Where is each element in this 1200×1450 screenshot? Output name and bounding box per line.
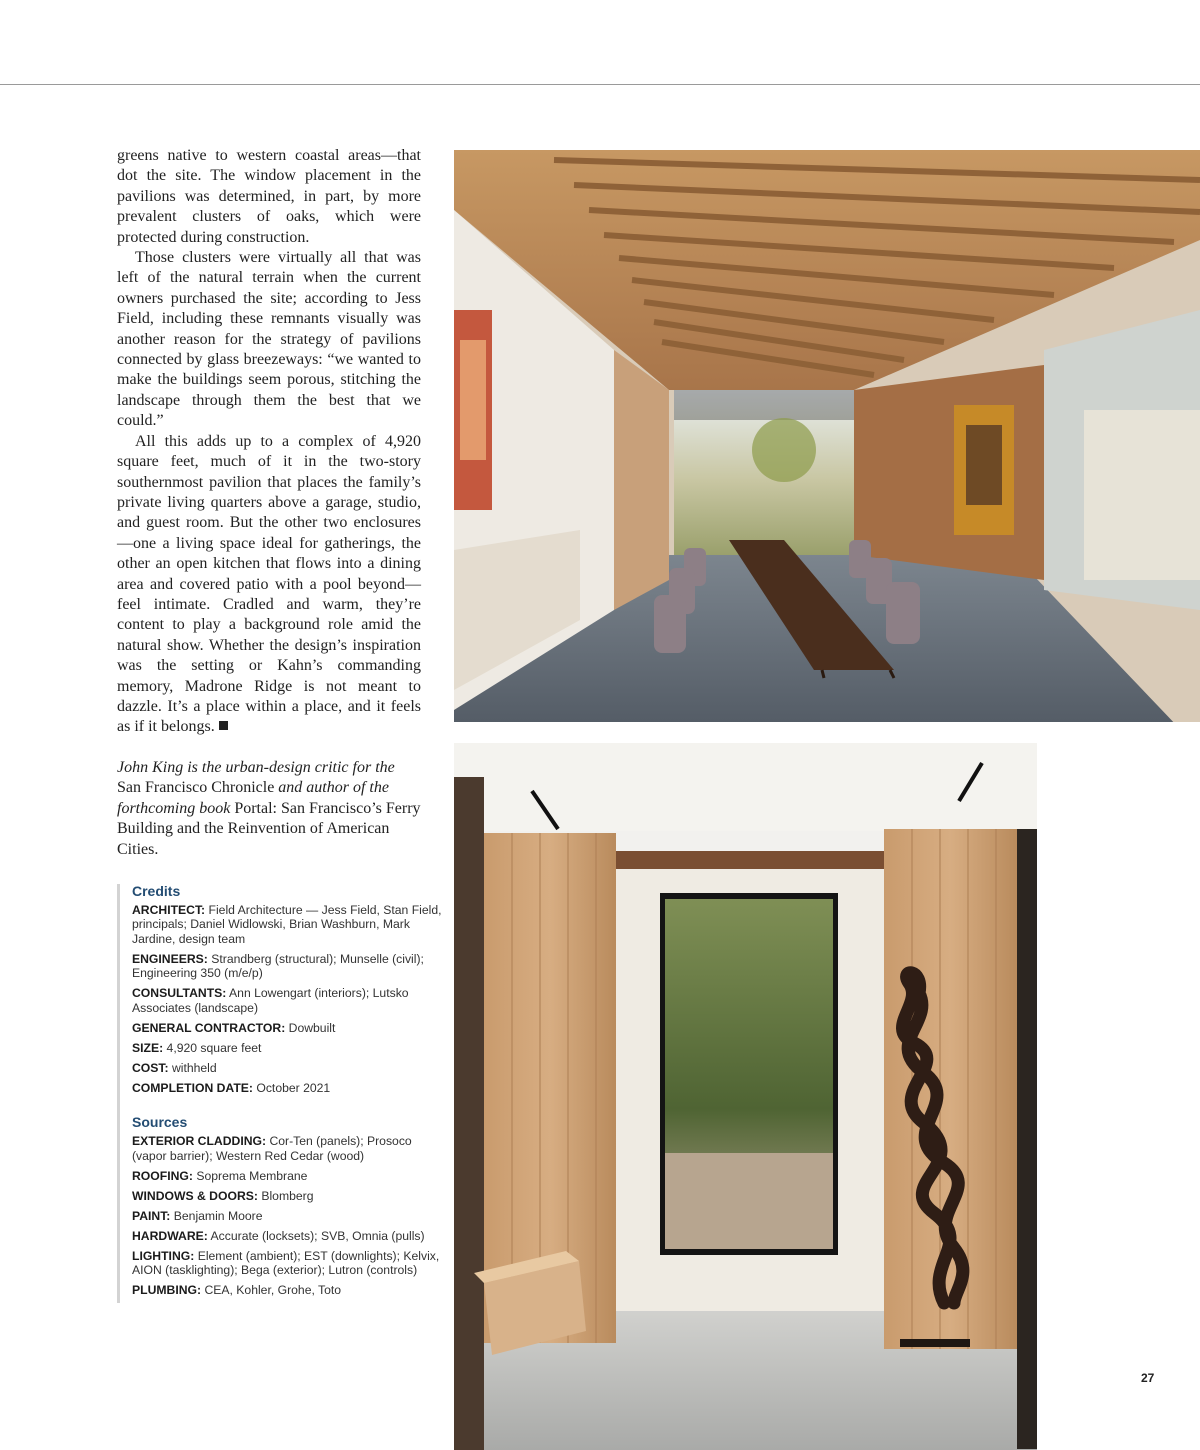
source-value: CEA, Kohler, Grohe, Toto [204,1283,342,1298]
page-number: 27 [1141,1371,1155,1385]
article-paragraph: greens native to western coastal areas—that dot the site. The window placement in the pavilions was determined, in part, by more prevalent clusters of oaks, which were protected during construction. [117,147,421,246]
article-body [117,146,421,738]
credit-entry [132,1061,447,1076]
source-label: PAINT: [132,1208,171,1223]
top-rule [0,84,1200,85]
source-entry [132,1134,447,1163]
credit-label: CONSULTANTS: [132,986,227,1001]
bio-text-1: John King is the urban-design critic for the [117,759,395,776]
bio-text-2: and author of the forthcoming book [117,779,389,817]
credit-value: withheld [171,1060,217,1075]
source-value: Benjamin Moore [173,1208,263,1223]
entry-hall-photo [454,743,1037,1450]
credits-heading: Credits [132,883,181,899]
source-entry [132,1229,447,1244]
source-label: LIGHTING: [132,1248,195,1263]
sources-heading: Sources [132,1114,188,1131]
credit-value: Field Architecture — Jess Field, Stan Field, principals; Daniel Widlowski, Brian Washburn, Mark Jardine, design team [132,902,442,946]
source-value: Blomberg [261,1188,314,1203]
source-entry [132,1283,447,1298]
credit-label: ENGINEERS: [132,951,208,966]
credit-value: October 2021 [256,1080,331,1095]
author-bio [117,758,421,860]
credit-entry [132,1041,447,1056]
credit-entry [132,986,447,1015]
article-paragraph-text: All this adds up to a complex of 4,920 square feet, much of it in the two-story southernmost pavilion that places the family’s private living quarters above a garage, studio, and guest room. But the other two enclosures—one a living space ideal for gatherings, the other an open kitchen that flows into a dining area and covered patio with a pool beyond—feel intimate. Cradled and warm, they’re content to play a background role amid the natural show. Whether the design’s inspiration was the setting or Kahn’s commanding memory, Madrone Ridge is not meant to dazzle. It’s a place within a place, and it feels as if it belongs. [117,432,421,736]
credit-label: GENERAL CONTRACTOR: [132,1020,286,1035]
credit-value: Ann Lowengart (interiors); Lutsko Associates (landscape) [132,986,409,1015]
bio-book-title: Portal: San Francisco’s Ferry Building and the Reinvention of American Cities. [117,799,421,858]
source-entry [132,1209,447,1224]
source-value: Accurate (locksets); SVB, Omnia (pulls) [210,1228,425,1243]
credit-entry [132,903,447,947]
dining-room-photo [454,150,1200,722]
bio-publication: San Francisco Chronicle [117,779,275,797]
source-label: WINDOWS & DOORS: [132,1188,258,1203]
credit-entry [132,952,447,981]
article-paragraph: Those clusters were virtually all that was left of the natural terrain when the current owners purchased the site; according to Jess Field, including these remnants visually was another reason for the strategy of pavilions connected by glass breezeways: “we wanted to make the buildings seem porous, stitching the landscape through them the best that we could.” [117,249,421,430]
credit-label: COMPLETION DATE: [132,1080,253,1095]
source-value: Element (ambient); EST (downlights); Kelvix, AION (tasklighting); Bega (exterior); Lutron (controls) [132,1248,440,1278]
credit-value: Strandberg (structural); Munselle (civil); Engineering 350 (m/e/p) [132,951,424,981]
credit-value: Dowbuilt [288,1020,336,1035]
credit-value: 4,920 square feet [166,1040,262,1055]
credit-label: COST: [132,1060,169,1075]
credit-label: ARCHITECT: [132,902,206,917]
source-label: HARDWARE: [132,1228,208,1243]
article-paragraph [117,432,421,738]
credit-entry [132,1081,447,1096]
source-entry [132,1249,447,1278]
credits-sidebar [117,884,447,1303]
credit-label: SIZE: [132,1040,164,1055]
end-mark-icon [219,721,228,730]
source-entry [132,1189,447,1204]
credit-entry [132,1021,447,1036]
source-entry [132,1169,447,1184]
source-label: ROOFING: [132,1168,193,1183]
source-label: PLUMBING: [132,1283,202,1298]
source-value: Soprema Membrane [196,1168,308,1183]
source-value: Cor-Ten (panels); Prosoco (vapor barrier); Western Red Cedar (wood) [132,1134,412,1163]
source-label: EXTERIOR CLADDING: [132,1134,267,1149]
